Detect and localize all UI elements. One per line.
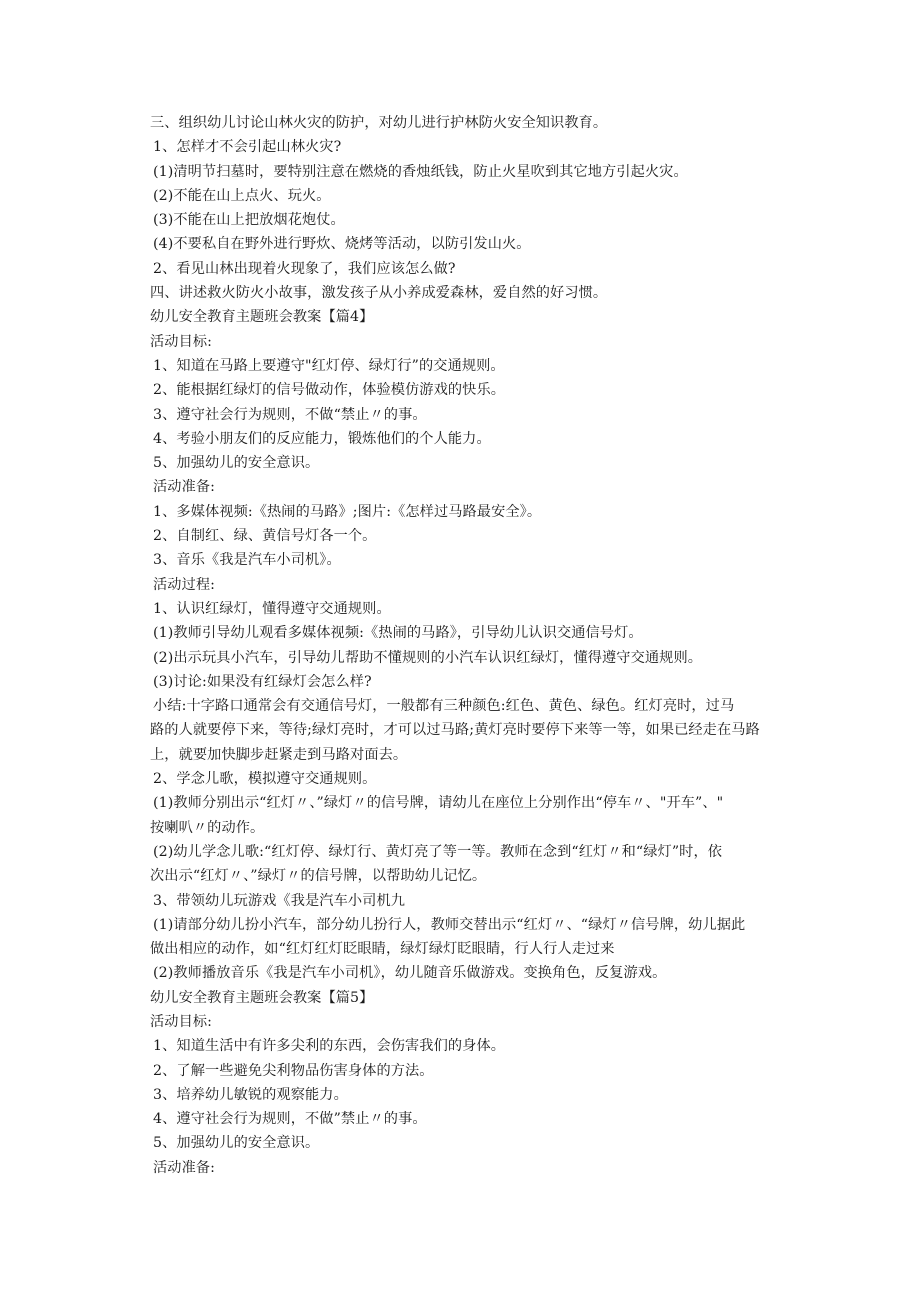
list-item: (3)讨论:如果没有红绿灯会怎么样?	[153, 673, 372, 690]
list-item: 3、培养幼儿敏锐的观察能力。	[153, 1086, 348, 1103]
subsection-heading: 活动准备:	[153, 479, 216, 496]
paragraph-line: 做出相应的动作，如“红灯红灯眨眼睛，绿灯绿灯眨眼睛，行人行人走过来	[150, 941, 615, 958]
paragraph-line: (4)不要私自在野外进行野炊、烧烤等活动，以防引发山火。	[153, 236, 531, 253]
paragraph-line: 按喇叭〃的动作。	[150, 819, 265, 836]
section-heading: 幼儿安全教育主题班会教案【篇4】	[150, 309, 374, 326]
list-item: (1)教师分别出示“红灯〃、”绿灯〃的信号牌，请幼儿在座位上分别作出“停车〃、"开车”、"	[153, 795, 724, 812]
list-item: (1)教师引导幼儿观看多媒体视频:《热闹的马路》，引导幼儿认识交通信号灯。	[153, 625, 643, 642]
list-item: 2、能根据红绿灯的信号做动作，体验模仿游戏的快乐。	[153, 382, 506, 399]
list-item: 1、知道生活中有许多尖利的东西，会伤害我们的身体。	[153, 1038, 506, 1055]
list-item: 2、自制红、绿、黄信号灯各一个。	[153, 528, 377, 545]
list-item: 3、带领幼儿玩游戏《我是汽车小司机九	[153, 892, 406, 909]
list-item: 5、加强幼儿的安全意识。	[153, 1135, 320, 1152]
list-item: 1、多媒体视频:《热闹的马路》;图片:《怎样过马路最安全》。	[153, 503, 542, 520]
paragraph-line: 路的人就要停下来，等待;绿灯亮时，才可以过马路;黄灯亮时要停下来等一等，如果已经走在马路	[150, 722, 760, 739]
list-item: (2)幼儿学念儿歌:“红灯停、绿灯行、黄灯亮了等一等。教师在念到“红灯〃和“绿灯”时，依	[153, 843, 723, 860]
paragraph-line: (2)不能在山上点火、玩火。	[153, 187, 331, 204]
paragraph-line: 上，就要加快脚步赶紧走到马路对面去。	[150, 746, 408, 763]
paragraph-line: 1、怎样才不会引起山林火灾?	[153, 139, 342, 156]
paragraph-line: 四、讲述救火防火小故事，激发孩子从小养成爱森林，爱自然的好习惯。	[150, 285, 608, 302]
subsection-heading: 活动过程:	[153, 576, 216, 593]
subsection-heading: 活动目标:	[150, 333, 213, 350]
list-item: 4、考验小朋友们的反应能力，锻炼他们的个人能力。	[153, 430, 491, 447]
paragraph-line: (3)不能在山上把放烟花炮仗。	[153, 212, 345, 229]
list-item: 1、知道在马路上要遵守"红灯停、绿灯行”的交通规则。	[153, 357, 505, 374]
list-item: 2、了解一些避免尖利物品伤害身体的方法。	[153, 1062, 434, 1079]
list-item: 3、音乐《我是汽车小司机》。	[153, 552, 341, 569]
paragraph-line: 小结:十字路口通常会有交通信号灯，一般都有三种颜色:红色、黄色、绿色。红灯亮时，过马	[153, 698, 735, 715]
list-item: 4、遵守社会行为规则，不做”禁止〃的事。	[153, 1111, 427, 1128]
paragraph-line: (1)清明节扫墓时，要特别注意在燃烧的香烛纸钱，防止火星吹到其它地方引起火灾。	[153, 163, 688, 180]
subsection-heading: 活动目标:	[150, 1013, 213, 1030]
list-item: 5、加强幼儿的安全意识。	[153, 455, 320, 472]
list-item: (2)出示玩具小汽车，引导幼儿帮助不懂规则的小汽车认识红绿灯，懂得遵守交通规则。	[153, 649, 703, 666]
subsection-heading: 活动准备:	[153, 1159, 216, 1176]
list-item: 2、学念儿歌，模拟遵守交通规则。	[153, 771, 377, 788]
paragraph-line: 2、看见山林出现着火现象了，我们应该怎么做?	[153, 260, 456, 277]
list-item: 1、认识红绿灯，懂得遵守交通规则。	[153, 600, 391, 617]
paragraph-line: 次出示“红灯〃、”绿灯〃的信号牌，以帮助幼儿记忆。	[150, 868, 487, 885]
list-item: (1)请部分幼儿扮小汽车，部分幼儿扮行人，教师交替出示“红灯〃、“绿灯〃信号牌，幼儿据此	[153, 916, 746, 933]
list-item: 3、遵守社会行为规则，不做“禁止〃的事。	[153, 406, 427, 423]
document-body	[150, 111, 786, 1180]
list-item: (2)教师播放音乐《我是汽车小司机》，幼儿随音乐做游戏。变换角色，反复游戏。	[153, 965, 667, 982]
section-heading: 幼儿安全教育主题班会教案【篇5】	[150, 989, 374, 1006]
paragraph-line: 三、组织幼儿讨论山林火灾的防护，对幼儿进行护林防火安全知识教育。	[150, 115, 608, 131]
